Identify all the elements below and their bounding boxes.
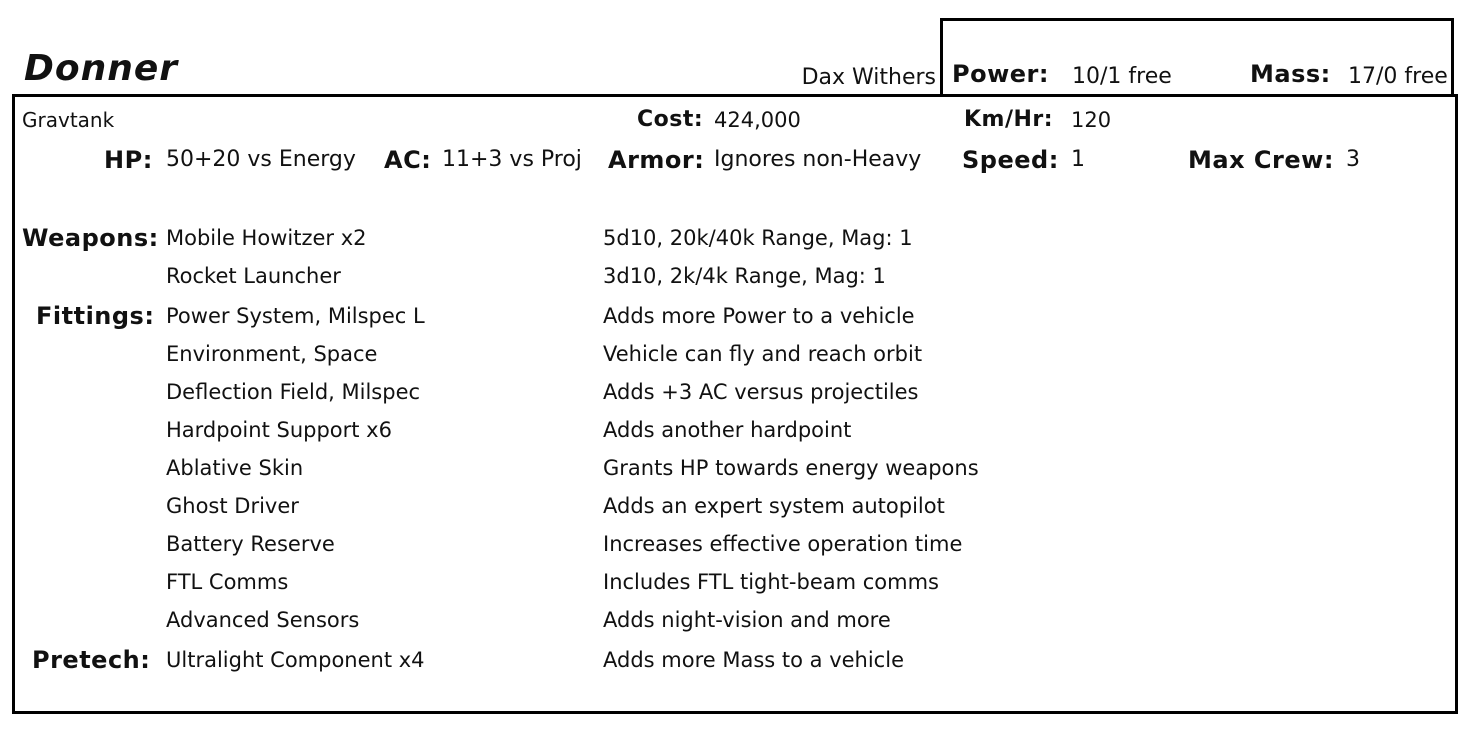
pretech-section-label: Pretech: bbox=[32, 646, 151, 674]
max-crew-value: 3 bbox=[1346, 147, 1360, 172]
weapon-desc: 5d10, 20k/40k Range, Mag: 1 bbox=[603, 226, 913, 250]
power-label: Power: bbox=[952, 60, 1049, 88]
pretech-row bbox=[0, 644, 1474, 676]
fittings-section-label: Fittings: bbox=[36, 302, 155, 330]
speed-value: 1 bbox=[1071, 147, 1085, 172]
hp-value: 50+20 vs Energy bbox=[166, 147, 356, 172]
weapon-name: Rocket Launcher bbox=[166, 264, 341, 288]
fitting-desc: Grants HP towards energy weapons bbox=[603, 456, 979, 480]
fitting-desc: Adds more Power to a vehicle bbox=[603, 304, 915, 328]
fitting-name: Ablative Skin bbox=[166, 456, 304, 480]
mass-value: 17/0 free bbox=[1348, 64, 1448, 89]
fitting-name: Deflection Field, Milspec bbox=[166, 380, 421, 404]
fitting-name: Power System, Milspec L bbox=[166, 304, 425, 328]
cost-value: 424,000 bbox=[714, 108, 801, 132]
fitting-name: FTL Comms bbox=[166, 570, 289, 594]
fitting-row bbox=[0, 452, 1474, 484]
vehicle-title: Donner bbox=[24, 48, 179, 89]
hp-label: HP: bbox=[104, 146, 153, 174]
fitting-row bbox=[0, 338, 1474, 370]
weapon-row bbox=[0, 260, 1474, 292]
fitting-row bbox=[0, 414, 1474, 446]
fitting-desc: Adds night-vision and more bbox=[603, 608, 891, 632]
fitting-row bbox=[0, 528, 1474, 560]
fitting-row bbox=[0, 376, 1474, 408]
max-crew-label: Max Crew: bbox=[1188, 146, 1334, 174]
cost-label: Cost: bbox=[637, 107, 704, 132]
fitting-name: Advanced Sensors bbox=[166, 608, 360, 632]
kmhr-label: Km/Hr: bbox=[964, 107, 1054, 132]
fitting-name: Hardpoint Support x6 bbox=[166, 418, 392, 442]
fitting-desc: Adds an expert system autopilot bbox=[603, 494, 945, 518]
fitting-desc: Includes FTL tight-beam comms bbox=[603, 570, 939, 594]
fitting-desc: Vehicle can fly and reach orbit bbox=[603, 342, 923, 366]
ac-value: 11+3 vs Proj bbox=[442, 147, 582, 172]
power-value: 10/1 free bbox=[1072, 64, 1172, 89]
fitting-name: Environment, Space bbox=[166, 342, 378, 366]
ac-label: AC: bbox=[384, 146, 432, 174]
weapon-row bbox=[0, 222, 1474, 254]
fitting-name: Battery Reserve bbox=[166, 532, 335, 556]
pretech-desc: Adds more Mass to a vehicle bbox=[603, 648, 904, 672]
fitting-desc: Increases effective operation time bbox=[603, 532, 963, 556]
fitting-row bbox=[0, 300, 1474, 332]
weapon-desc: 3d10, 2k/4k Range, Mag: 1 bbox=[603, 264, 886, 288]
vehicle-type: Gravtank bbox=[22, 108, 115, 132]
fitting-desc: Adds +3 AC versus projectiles bbox=[603, 380, 919, 404]
armor-value: Ignores non-Heavy bbox=[714, 147, 922, 172]
pretech-name: Ultralight Component x4 bbox=[166, 648, 425, 672]
mass-label: Mass: bbox=[1250, 60, 1331, 88]
fitting-row bbox=[0, 604, 1474, 636]
author-name: Dax Withers bbox=[801, 65, 936, 90]
speed-label: Speed: bbox=[962, 146, 1059, 174]
fitting-name: Ghost Driver bbox=[166, 494, 299, 518]
weapons-section-label: Weapons: bbox=[22, 224, 159, 252]
weapon-name: Mobile Howitzer x2 bbox=[166, 226, 367, 250]
fitting-row bbox=[0, 490, 1474, 522]
fitting-desc: Adds another hardpoint bbox=[603, 418, 852, 442]
armor-label: Armor: bbox=[608, 146, 705, 174]
kmhr-value: 120 bbox=[1071, 108, 1112, 132]
fitting-row bbox=[0, 566, 1474, 598]
